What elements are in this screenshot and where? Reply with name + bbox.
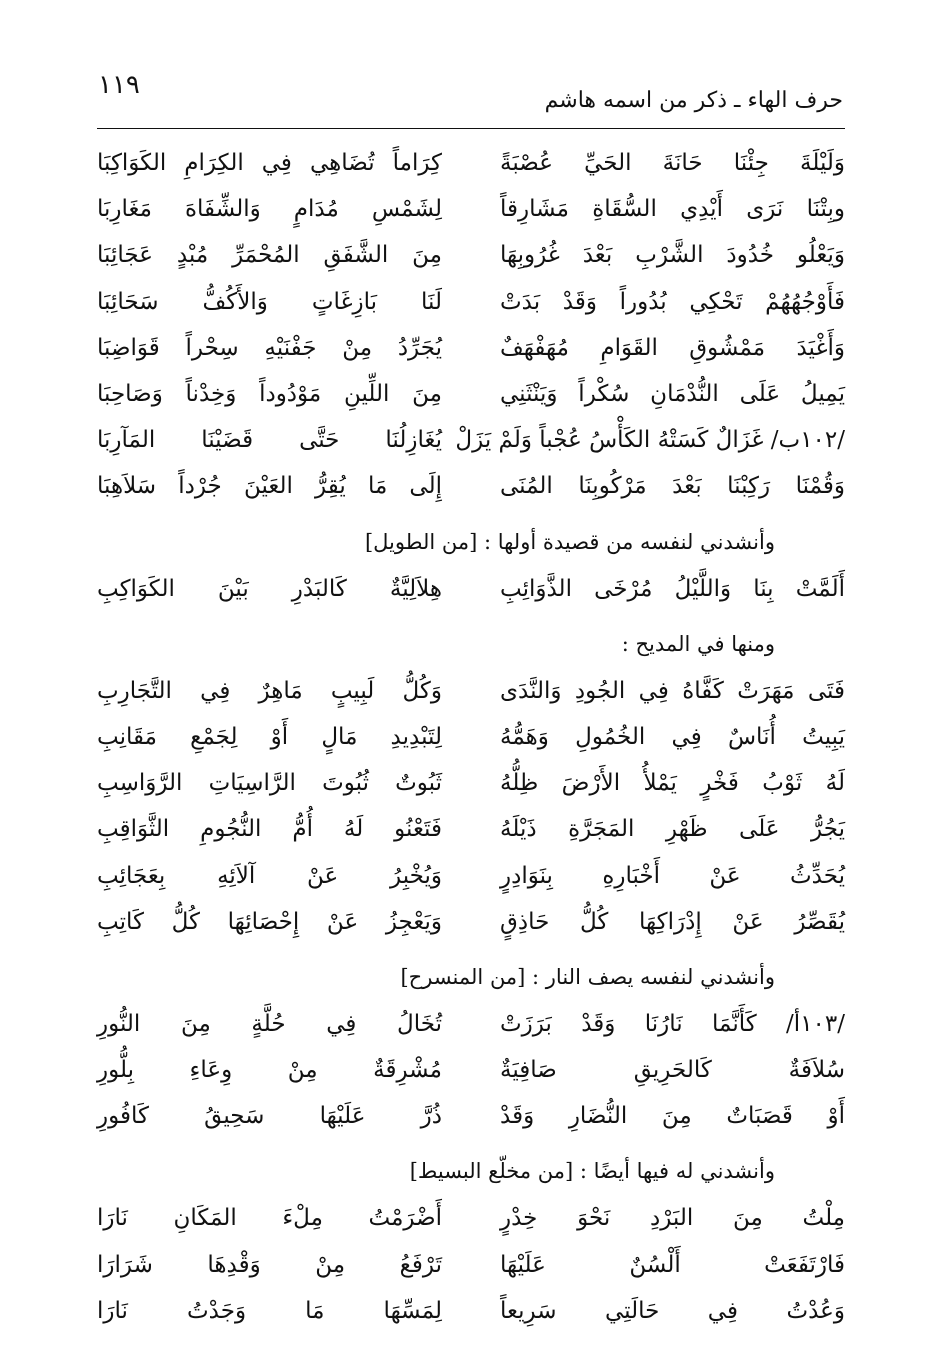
verse-line [97, 1195, 845, 1241]
first-hemistich: وبِتْنَا نَرَى أَيْدِي السُّقَاةِ مَشَارِقاً [500, 196, 845, 223]
running-title: حرف الهاء ـ ذكر من اسمه هاشم [544, 88, 843, 113]
first-hemistich: يَمِيلُ عَلَى النُّدْمَانِ سُكْراً وَيَنْثَنِي [500, 381, 845, 408]
second-hemistich: مِنَ الشَّفَقِ المُحْمَرِّ مُبْدٍ عَجَائِبَا [97, 242, 442, 269]
verse-line [97, 1093, 845, 1139]
verse-line [97, 852, 845, 898]
second-hemistich: تَرْفَعُ مِنْ وَقْدِهَا شَرَارَا [97, 1251, 442, 1278]
second-hemistich: لَنَا بَازِغَاتٍ وَالأَكُفُّ سَحَائِبَا [97, 288, 442, 315]
first-hemistich: فَتَى مَهَرَتْ كَفَّاهُ فِي الجُودِ وَالنَّدَى [500, 677, 845, 704]
verse-line [97, 1242, 845, 1288]
second-hemistich: مِنَ اللِّينِ مَوْدُوداً وَخِدْناً وَصَاحِبَا [97, 381, 442, 408]
verse-line [97, 417, 845, 463]
first-hemistich: فَارْتَفَعَتْ أَلْسُنٌ عَلَيْهَا [500, 1251, 845, 1278]
section-intro: وأنشدني لنفسه يصف النار : [من المنسرح] [400, 964, 775, 989]
verse-line [97, 899, 845, 945]
first-hemistich: سُلاَفَةٌ كَالحَرِيقِ صَافِيَةٌ [500, 1057, 845, 1084]
first-hemistich: وَلَيْلَةَ جِئْنَا حَانَةَ الحَيِّ عُصْبَةً [500, 150, 845, 177]
verse-line [97, 232, 845, 278]
second-hemistich: أَضْرَمْتُ مِلْءَ المَكَانِ نَارَا [97, 1205, 442, 1232]
verse-line [97, 1288, 845, 1334]
second-hemistich: إِلَى مَا يُقِرُّ العَيْنَ جُرْداً سَلاَهِبَا [97, 473, 442, 500]
verse-line [97, 140, 845, 186]
second-hemistich: لِمَسِّهَا مَا وَجَدْتُ نَارَا [97, 1297, 442, 1324]
section-intro: وأنشدني له فيها أيضًا : [من مخلّع البسيط] [409, 1159, 775, 1184]
second-hemistich: ذُرَّ عَلَيْهَا سَحِيقُ كَافُورِ [97, 1103, 442, 1130]
second-hemistich: وَيَعْجِزُ عَنْ إِحْصَائِهَا كُلُّ كَاتِبِ [97, 908, 442, 935]
verse-line [97, 806, 845, 852]
poem-body [97, 140, 845, 1334]
verse-line [97, 566, 845, 612]
first-hemistich: مِلْتُ مِنَ البَرْدِ نَحْوَ خِدْرٍ [500, 1205, 845, 1232]
first-hemistich: وَقُمْنَا رَكِبْنَا بَعْدَ مَرْكُوبِنَا المُنَى [500, 473, 845, 500]
verse-line [97, 186, 845, 232]
first-hemistich: يُحَدِّثُ عَنْ أَخْبَارِهِ بِنَوَادِرٍ [500, 862, 845, 889]
verse-line [97, 1001, 845, 1047]
second-hemistich: لِتَبْدِيدِ مَالٍ أَوْ لِجَمْعِ مَقَانِبِ [97, 723, 442, 750]
first-hemistich: /١٠٣أ/ كَأَنَّمَا نَارُنَا وَقَدْ بَرَزَتْ [500, 1010, 845, 1037]
verse-line [97, 371, 845, 417]
second-hemistich: هِلاَلِيَّةٌ كَالبَدْرِ بَيْنَ الكَوَاكِبِ [97, 575, 442, 602]
first-hemistich: يُقَصِّرُ عَنْ إِدْرَاكِهَا كُلُّ حَاذِقٍ [500, 908, 845, 935]
second-hemistich: وَكُلُّ لَبِيبٍ مَاهِرٌ فِي التَّجَارِبِ [97, 677, 442, 704]
section-intro: وأنشدني لنفسه من قصيدة أولها : [من الطويل] [364, 529, 775, 554]
second-hemistich: تُخَالُ فِي حُلَّةٍ مِنَ النُّورِ [97, 1010, 442, 1037]
verse-line [97, 668, 845, 714]
first-hemistich: أَوْ قَصَبَاتٌ مِنَ النُّضَارِ وَقَدْ [500, 1103, 845, 1130]
first-hemistich: وَيَعْلُو خُدُودَ الشَّرْبِ بَعْدَ غُرُوبِهَا [500, 242, 845, 269]
second-hemistich: فَتَعْنُو لَهُ أُمُّ النُّجُومِ الثَّوَاقِبِ [97, 816, 442, 843]
header-rule [97, 128, 845, 129]
verse-line [97, 1047, 845, 1093]
section-intro: ومنها في المديح : [621, 631, 775, 656]
first-hemistich: يَبِيتُ أُنَاسٌ فِي الخُمُولِ وَهَمُّهُ [500, 723, 845, 750]
second-hemistich: يُغَازِلُنَا حَتَّى قَضَيْنَا المَآرِبَا [97, 427, 442, 454]
second-hemistich: لِشَمْسِ مُدَامٍ وَالشِّفَاهَ مَغَارِبَا [97, 196, 442, 223]
verse-line [97, 325, 845, 371]
second-hemistich: وَيُخْبِرُ عَنْ آلاَئِهِ بِعَجَائِبِ [97, 862, 442, 889]
first-hemistich: أَلَمَّتْ بِنَا وَاللَّيْلُ مُرْخَى الذَّوَائِبِ [500, 575, 845, 602]
second-hemistich: يُجَرِّدُ مِنْ جَفْنَيْهِ سِحْراً قَوَاضِبَا [97, 334, 442, 361]
second-hemistich: ثَبُوتٌ ثُبُوتَ الرَّاسِيَاتِ الرَّوَاسِبِ [97, 770, 442, 797]
first-hemistich: وَأَغْيَدَ مَمْشُوقِ القَوَامِ مُهَفْهَفٌ [500, 334, 845, 361]
verse-line [97, 279, 845, 325]
first-hemistich: يَجُرُّ عَلَى ظَهْرِ المَجَرَّةِ ذَيْلَهُ [500, 816, 845, 843]
first-hemistich: /١٠٢ب/ غَزَالٌ كَسَتْهُ الكَأْسُ عُجْباً وَلَمْ يَزَلْ [455, 427, 845, 454]
page-number: ١١٩ [98, 70, 140, 100]
first-hemistich: وَعُدْتُ فِي حَالَتِي سَرِيعاً [500, 1297, 845, 1324]
verse-line [97, 714, 845, 760]
first-hemistich: فَأَوْجُهُهُمْ تَحْكِي بُدُوراً وَقَدْ بَدَتْ [500, 288, 845, 315]
verse-line [97, 463, 845, 509]
second-hemistich: كِرَاماً تُضَاهِي فِي الكِرَامِ الكَوَاكِبَا [97, 150, 442, 177]
first-hemistich: لَهُ ثَوْبُ فَخْرٍ يَمْلأُ الأَرْضَ ظِلُّهُ [500, 770, 845, 797]
verse-line [97, 760, 845, 806]
second-hemistich: مُشْرِقَةٌ مِنْ وِعَاءِ بِلُّورِ [97, 1057, 442, 1084]
